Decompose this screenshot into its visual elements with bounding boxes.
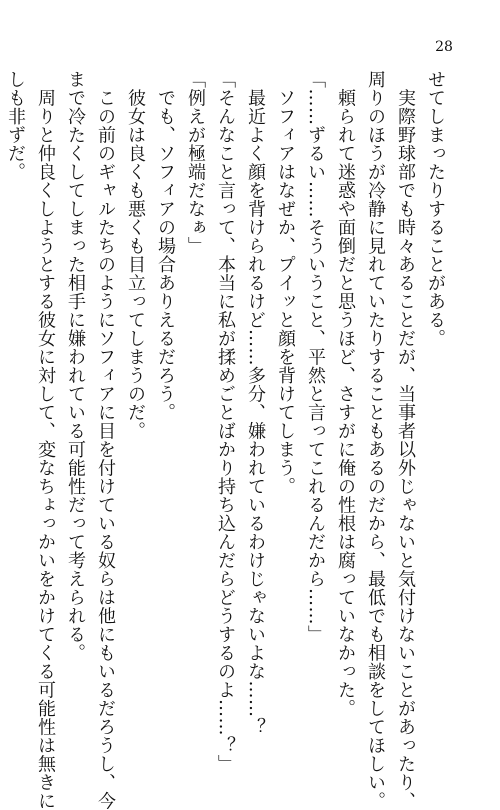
- text-line: まで冷たくしてしまった相手に嫌われている可能性だって考えられる。: [65, 70, 86, 662]
- text-line: せてしまったりすることがある。: [425, 70, 446, 348]
- text-line: しも非ずだ。: [5, 70, 26, 181]
- text-line: 周りと仲良くしようとする彼女に対して、変なちょっかいをかけてくる可能性は無きに: [35, 70, 56, 810]
- text-line: 実際野球部でも時々あることだが、当事者以外じゃないと気付けないことがあったり、: [395, 70, 416, 810]
- novel-text-block: [5, 70, 450, 810]
- text-line: 最近よく顔を背けられるけど……多分、嫌われているわけじゃないよな……？: [245, 70, 266, 736]
- text-line: 「……ずるい……そういうこと、平然と言ってこれるんだから……」: [305, 70, 326, 644]
- text-line: この前のギャルたちのようにソフィアに目を付けている奴らは他にもいるだろうし、今: [95, 70, 116, 810]
- text-line: 周りのほうが冷静に見れていたりすることもあるのだから、最低でも相談をしてほしい。: [365, 70, 386, 810]
- text-line: 頼られて迷惑や面倒だと思うほど、さすがに俺の性根は腐っていなかった。: [335, 70, 356, 718]
- text-line: でも、ソフィアの場合ありえるだろう。: [155, 70, 176, 422]
- text-line: 彼女は良くも悪くも目立ってしまうのだ。: [125, 70, 146, 440]
- text-line: 「そんなこと言って、本当に私が揉めごとばかり持ち込んだらどうするのよ……？」: [215, 70, 236, 773]
- text-line: ソフィアはなぜか、プイッと顔を背けてしまう。: [275, 70, 296, 496]
- text-line: 「例えが極端だなぁ」: [185, 70, 206, 255]
- page-number: 28: [435, 39, 453, 55]
